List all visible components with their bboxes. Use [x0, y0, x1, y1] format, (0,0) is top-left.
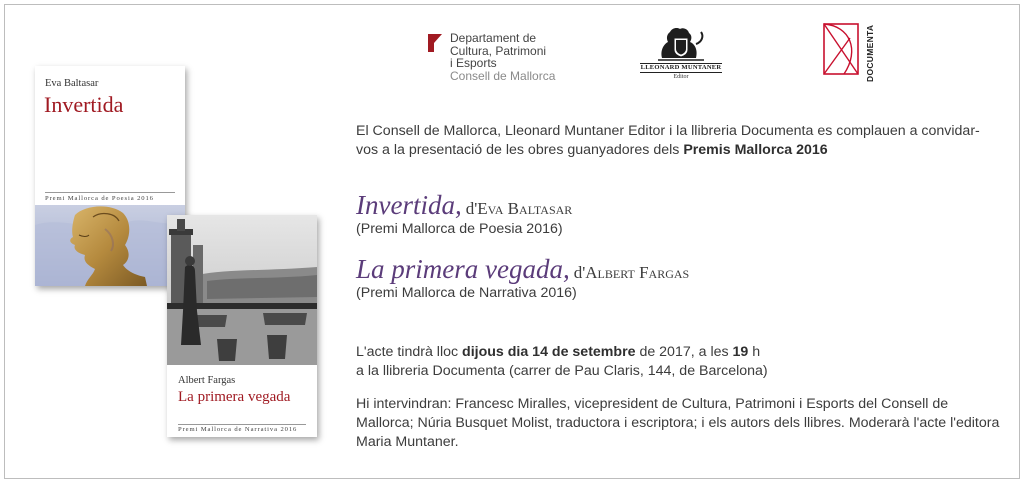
department-line-1: Departament de — [450, 31, 537, 45]
intro-paragraph — [356, 122, 992, 160]
lion-shield-icon — [650, 24, 712, 62]
work-1-prize: (Premi Mallorca de Poesia 2016) — [356, 221, 563, 237]
lleonard-muntaner-name: LLEONARD MUNTANER — [640, 64, 722, 71]
lleonard-muntaner-sub: Editor — [673, 74, 689, 80]
bust-sculpture-image — [35, 205, 185, 286]
book-1-rule — [45, 192, 175, 193]
book-2-rule — [178, 424, 306, 425]
work-1-author: Eva Baltasar — [477, 199, 573, 218]
book-1-prize: Premi Mallorca de Poesia 2016 — [45, 195, 154, 202]
event-text-1: L'acte tindrà lloc — [356, 344, 463, 360]
work-2-author: Albert Fargas — [585, 263, 690, 282]
department-line-3: i Esports — [450, 56, 497, 70]
event-details — [356, 343, 1006, 381]
book-2-title: La primera vegada — [178, 389, 291, 405]
terrace-photo-image — [167, 215, 317, 365]
speakers-paragraph: Hi intervindran: Francesc Miralles, vicepresident de Cultura, Patrimoni i Esports del Consell de Mallorca; Núria Busquet Molist, traductora i escriptora; i els autors dels llibres. Moderarà l'acte l'editora Maria Muntaner. — [356, 396, 1000, 450]
event-date: dijous dia 14 de setembre — [462, 344, 636, 360]
book-cover-invertida — [35, 66, 185, 286]
department-line-2: Cultura, Patrimoni — [450, 43, 547, 58]
intro-text: El Consell de Mallorca, Lleonard Muntaner Editor i la llibreria Documenta es complauen a convidar-vos a la presentació de les obres guanyadores dels — [356, 123, 980, 158]
event-place: a la llibreria Documenta (carrer de Pau Claris, 144, de Barcelona) — [356, 363, 768, 379]
documenta-text: DOCUMENTA — [865, 24, 875, 82]
book-cover-la-primera-vegada — [167, 215, 317, 437]
work-1 — [356, 190, 572, 238]
documenta-logo — [820, 20, 875, 83]
work-1-author-prefix: d' — [465, 199, 478, 218]
work-2 — [356, 254, 689, 302]
event-hour: 19 — [732, 344, 749, 360]
event-text-2: de 2017, a les — [635, 344, 733, 360]
department-sub: Consell de Mallorca — [450, 68, 556, 83]
work-1-title: Invertida, — [356, 190, 462, 220]
department-mark-icon — [428, 34, 442, 52]
work-2-prize: (Premi Mallorca de Narrativa 2016) — [356, 285, 577, 301]
work-2-author-prefix: d' — [573, 263, 586, 282]
lleonard-muntaner-logo — [640, 24, 722, 81]
book-1-author: Eva Baltasar — [45, 78, 99, 89]
work-2-title: La primera vegada, — [356, 254, 570, 284]
intro-highlight: Premis Mallorca 2016 — [683, 142, 828, 158]
book-1-title: Invertida — [44, 92, 124, 117]
department-logo — [428, 32, 555, 82]
documenta-mark-icon — [820, 20, 862, 78]
book-2-prize: Premi Mallorca de Narrativa 2016 — [178, 426, 298, 433]
event-text-3: h — [748, 344, 761, 360]
book-2-author: Albert Fargas — [178, 375, 236, 386]
